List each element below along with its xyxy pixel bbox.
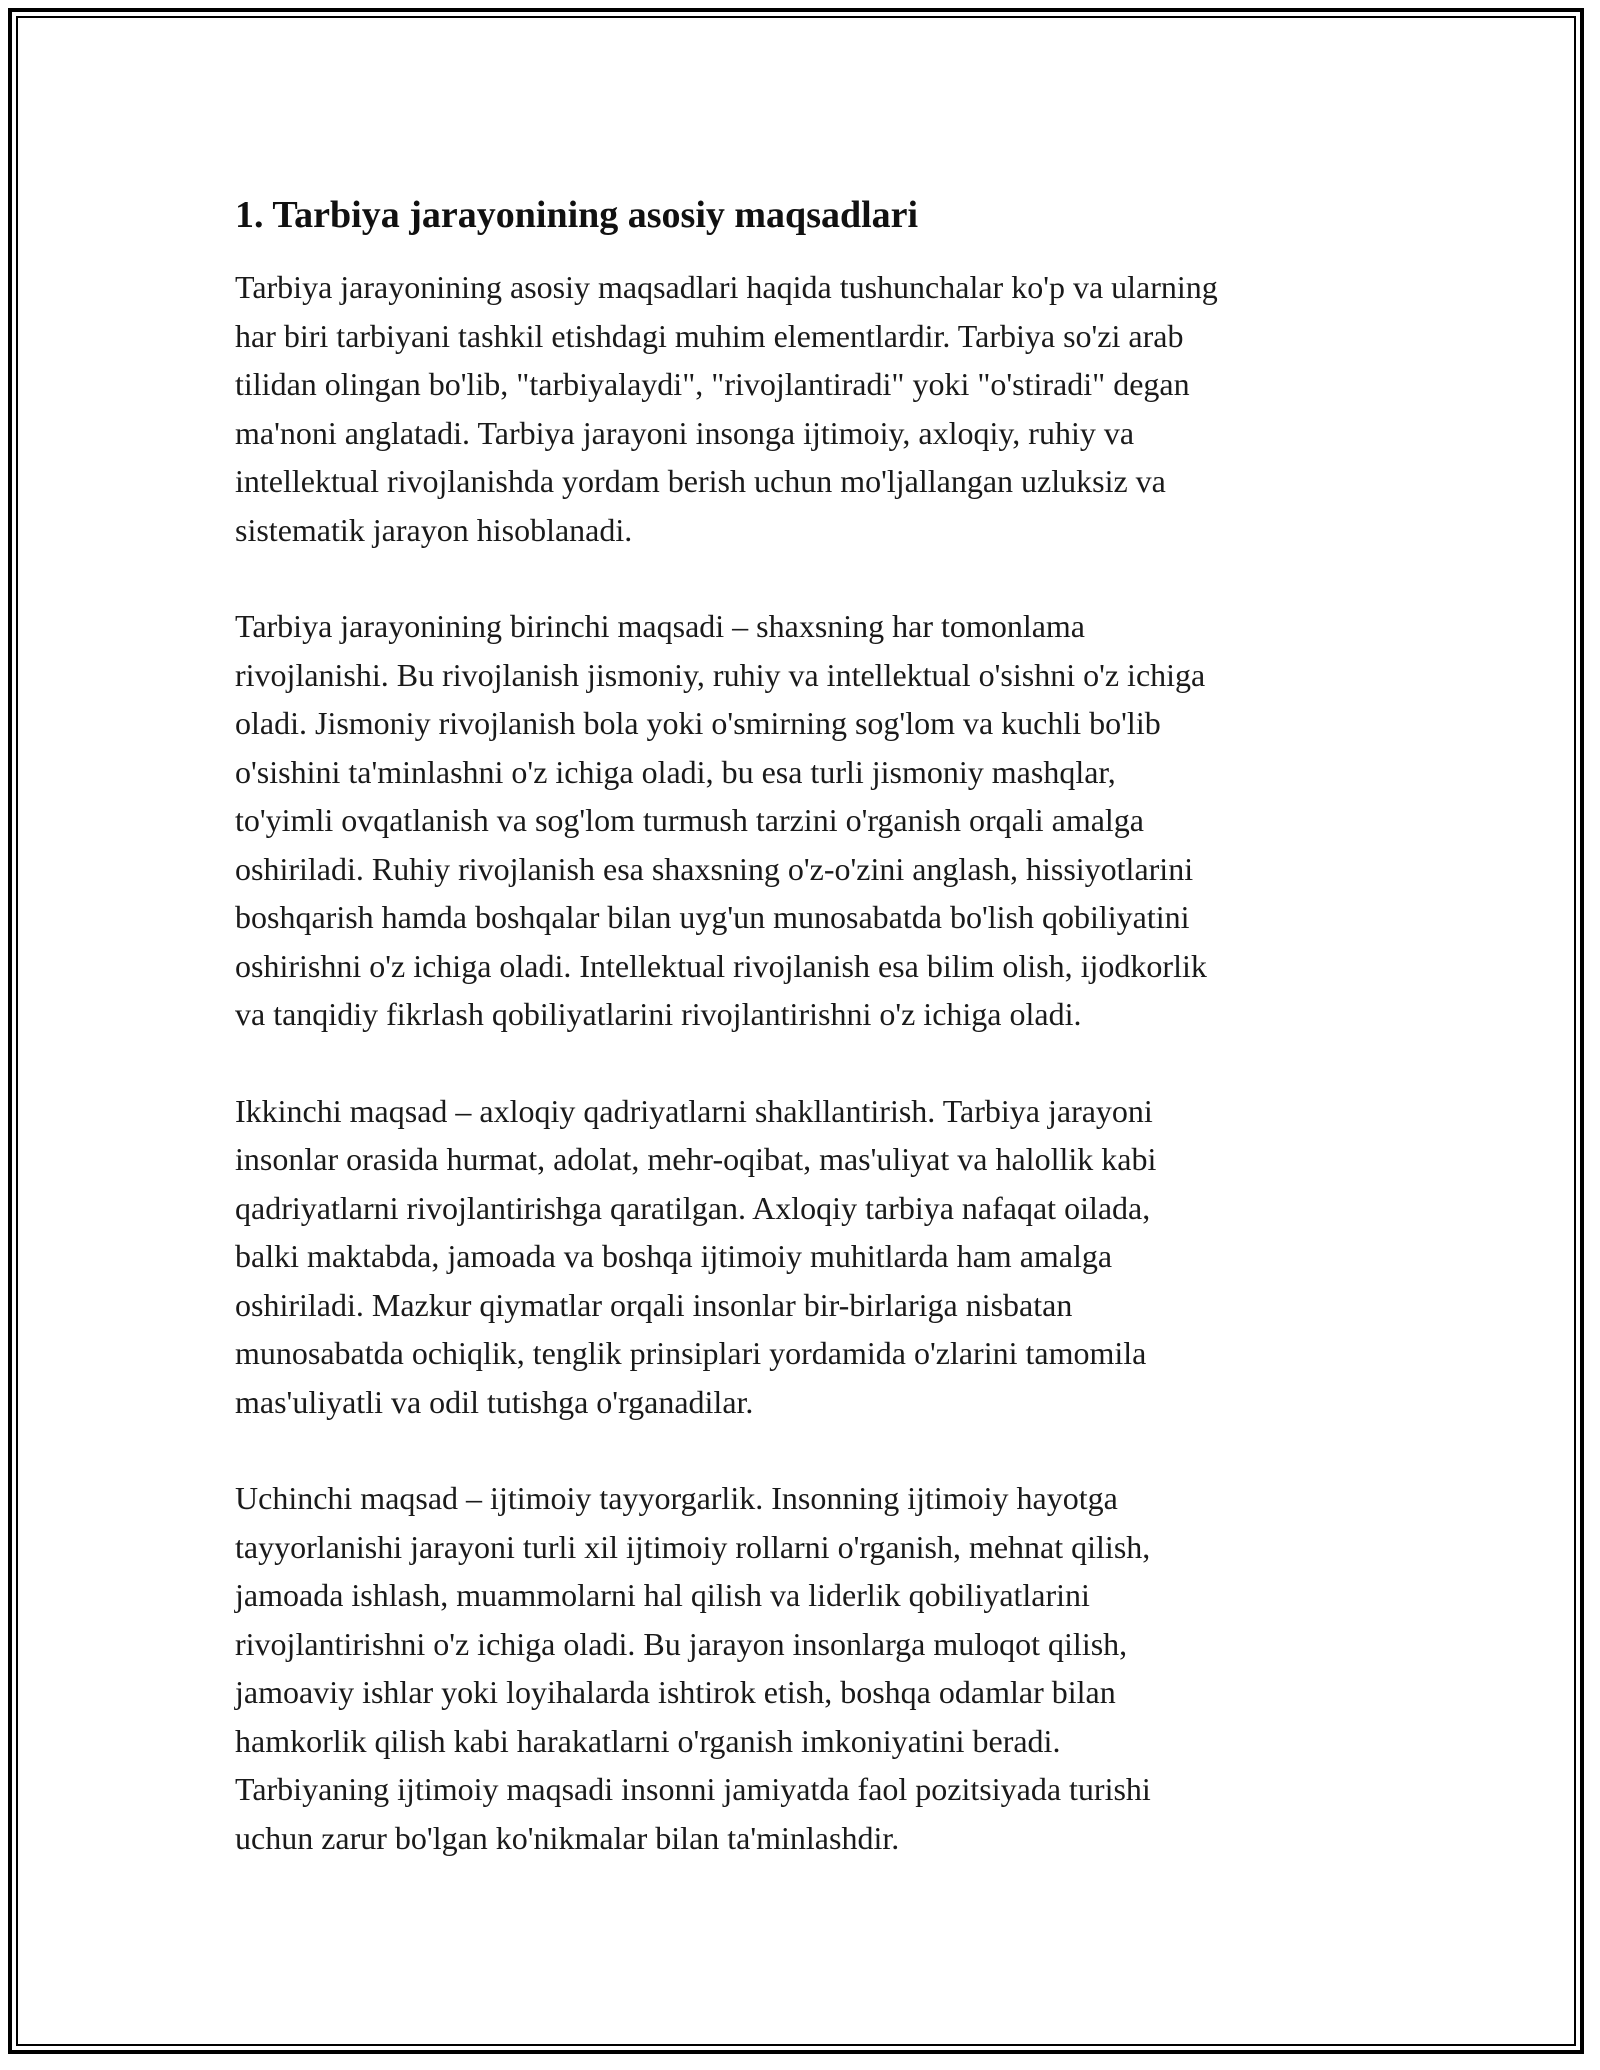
text-line: oladi. Jismoniy rivojlanish bola yoki o'smirning sog'lom va kuchli bo'lib [235, 705, 1161, 741]
text-line: uchun zarur bo'lgan ko'nikmalar bilan ta'minlashdir. [235, 1819, 900, 1856]
text-line: rivojlanishi. Bu rivojlanish jismoniy, ruhiy va intellektual o'sishni o'z ichiga [235, 656, 1206, 693]
text-line: hamkorlik qilish kabi harakatlarni o'rganish imkoniyatini beradi. [235, 1722, 1061, 1759]
text-line: insonlar orasida hurmat, adolat, mehr-oqibat, mas'uliyat va halollik kabi [235, 1141, 1157, 1177]
text-line: intellektual rivojlanishda yordam berish uchun mo'ljallangan uzluksiz va [235, 463, 1166, 499]
paragraph-second-goal [235, 1087, 1375, 1427]
text-line: Tarbiya jarayonining asosiy maqsadlari haqida tushunchalar ko'p va ularning [235, 269, 1218, 305]
text-line: o'sishini ta'minlashni o'z ichiga oladi, bu esa turli jismoniy mashqlar, [235, 753, 1116, 790]
text-line: sistematik jarayon hisoblanadi. [235, 511, 633, 548]
text-line: Tarbiyaning ijtimoiy maqsadi insonni jamiyatda faol pozitsiyada turishi [235, 1771, 1151, 1807]
paragraph-intro [235, 263, 1375, 554]
text-line: oshiriladi. Ruhiy rivojlanish esa shaxsning o'z-o'zini anglash, hissiyotlarini [235, 850, 1194, 887]
text-line: ma'noni anglatadi. Tarbiya jarayoni insonga ijtimoiy, axloqiy, ruhiy va [235, 414, 1135, 451]
text-line: Tarbiya jarayonining birinchi maqsadi – shaxsning har tomonlama [235, 608, 1085, 644]
text-line: mas'uliyatli va odil tutishga o'rganadilar. [235, 1383, 754, 1420]
paragraph-third-goal [235, 1474, 1375, 1862]
text-line: oshiriladi. Mazkur qiymatlar orqali insonlar bir-birlariga nisbatan [235, 1286, 1073, 1323]
text-line: jamoaviy ishlar yoki loyihalarda ishtirok etish, boshqa odamlar bilan [235, 1674, 1116, 1710]
text-line: to'yimli ovqatlanish va sog'lom turmush tarzini o'rganish orqali amalga [235, 802, 1144, 838]
text-line: munosabatda ochiqlik, tenglik prinsiplari yordamida o'zlarini tamomila [235, 1335, 1147, 1371]
text-line: Ikkinchi maqsad – axloqiy qadriyatlarni shakllantirish. Tarbiya jarayoni [235, 1092, 1153, 1129]
text-line: tilidan olingan bo'lib, "tarbiyalaydi", "rivojlantiradi" yoki "o'stiradi" degan [235, 366, 1190, 402]
text-line: boshqarish hamda boshqalar bilan uyg'un munosabatda bo'lish qobiliyatini [235, 899, 1190, 935]
text-line: va tanqidiy fikrlash qobiliyatlarini rivojlantirishni o'z ichiga oladi. [235, 996, 1082, 1032]
text-line: jamoada ishlash, muammolarni hal qilish va liderlik qobiliyatlarini [235, 1577, 1090, 1613]
paragraph-first-goal [235, 602, 1375, 1039]
text-line: oshirishni o'z ichiga oladi. Intellektual rivojlanish esa bilim olish, ijodkorlik [235, 947, 1207, 984]
text-line: Uchinchi maqsad – ijtimoiy tayyorgarlik. Insonning ijtimoiy hayotga [235, 1480, 1118, 1516]
text-line: qadriyatlarni rivojlantirishga qaratilgan. Axloqiy tarbiya nafaqat oilada, [235, 1189, 1151, 1226]
text-line: tayyorlanishi jarayoni turli xil ijtimoiy rollarni o'rganish, mehnat qilish, [235, 1528, 1151, 1565]
document-body [235, 185, 1375, 1910]
text-line: balki maktabda, jamoada va boshqa ijtimoiy muhitlarda ham amalga [235, 1238, 1113, 1274]
text-line: har biri tarbiyani tashkil etishdagi muhim elementlardir. Tarbiya so'zi arab [235, 317, 1184, 354]
text-line: rivojlantirishni o'z ichiga oladi. Bu jarayon insonlarga muloqot qilish, [235, 1625, 1128, 1662]
section-heading: 1. Tarbiya jarayonining asosiy maqsadlari [235, 194, 919, 236]
